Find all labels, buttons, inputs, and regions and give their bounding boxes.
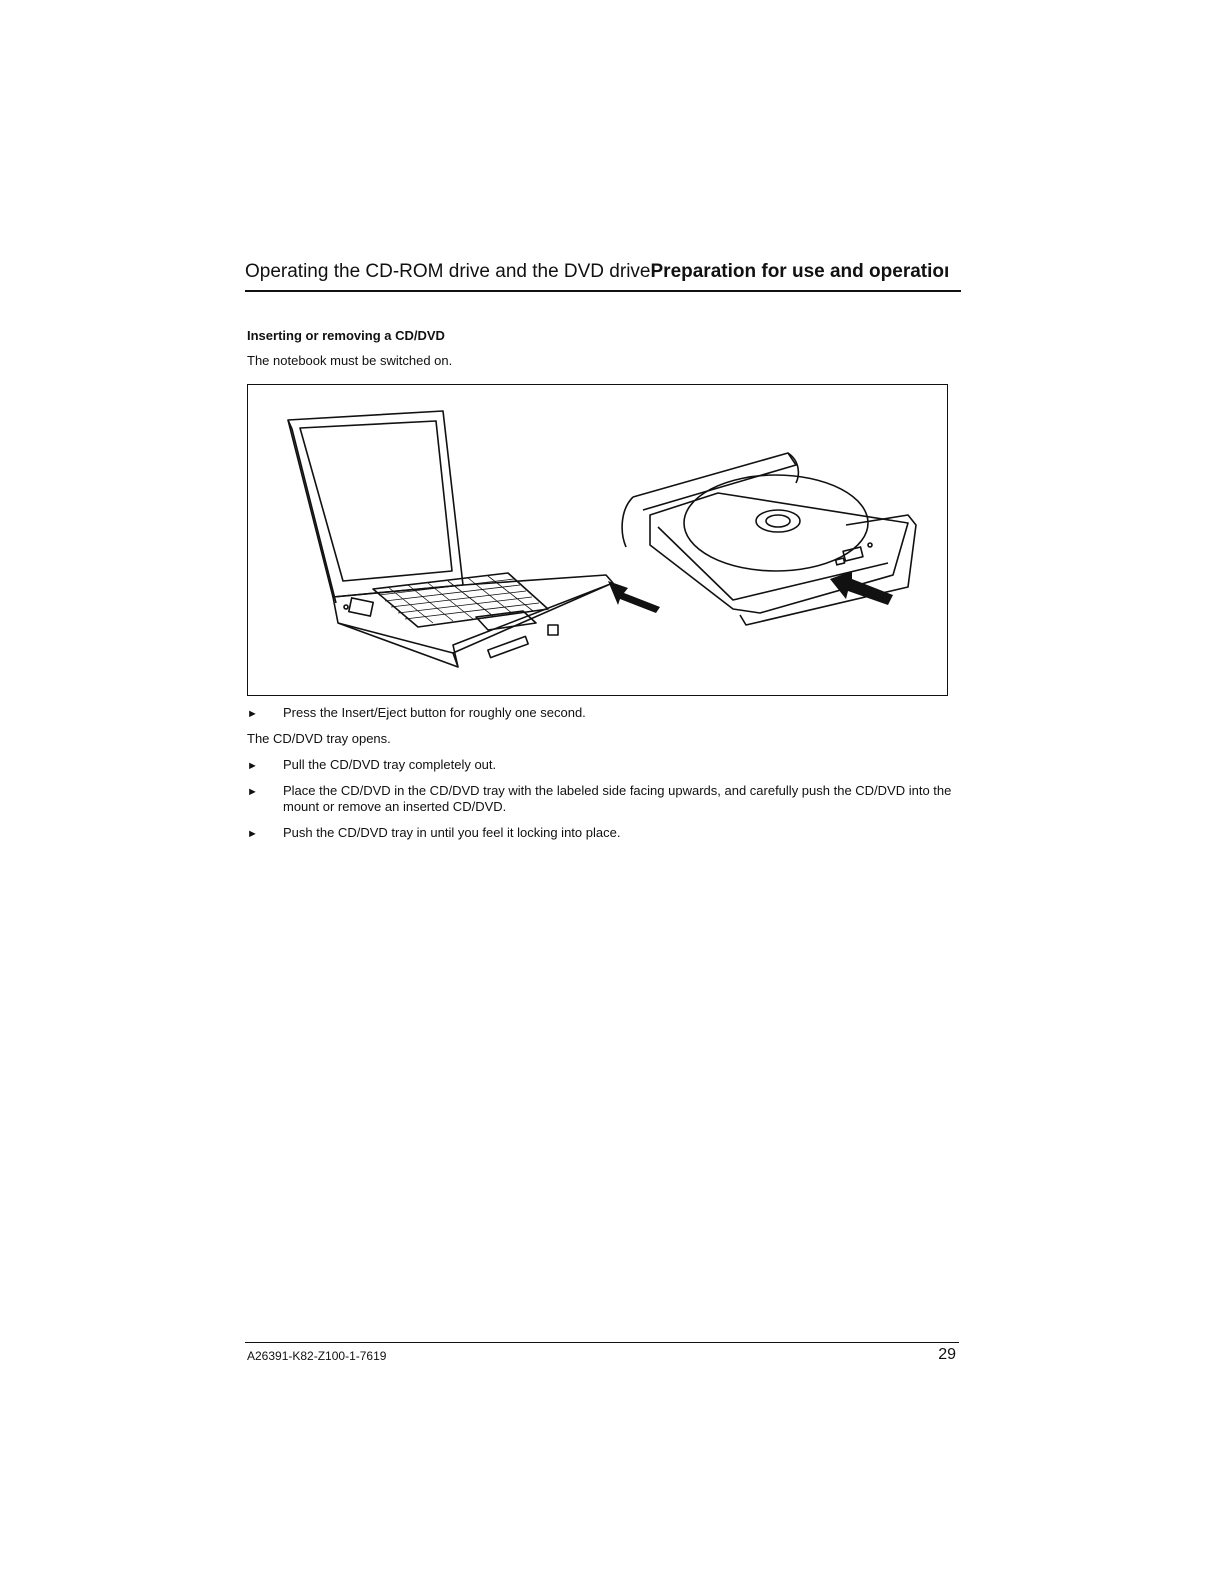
bullet-arrow-icon: ► — [247, 708, 258, 720]
list-item — [247, 705, 967, 721]
step-text: Place the CD/DVD in the CD/DVD tray with the labeled side facing upwards, and carefully push the CD/DVD into the mount or remove an inserted CD/DVD. — [283, 783, 952, 814]
arrow-icon — [608, 581, 660, 613]
bullet-arrow-icon: ► — [247, 786, 258, 798]
list-item — [247, 757, 967, 773]
step-text: Push the CD/DVD tray in until you feel it locking into place. — [283, 825, 621, 840]
notebook-icon — [288, 411, 613, 667]
running-header — [245, 258, 961, 286]
bullet-arrow-icon: ► — [247, 828, 258, 840]
instruction-steps — [247, 705, 967, 851]
page-number: 29 — [938, 1346, 956, 1363]
document-number: A26391-K82-Z100-1-7619 — [247, 1349, 387, 1363]
list-item — [247, 825, 967, 841]
chapter-title: Operating the CD-ROM drive and the DVD drive — [245, 261, 651, 282]
header-rule — [245, 290, 961, 292]
footer-rule — [245, 1342, 959, 1343]
list-item — [247, 783, 967, 815]
illustration-figure — [247, 384, 948, 696]
step-text: Press the Insert/Eject button for roughly one second. — [283, 705, 586, 720]
step-text: Pull the CD/DVD tray completely out. — [283, 757, 497, 772]
arrow-icon — [830, 571, 893, 605]
result-note: The CD/DVD tray opens. — [247, 731, 391, 746]
intro-text: The notebook must be switched on. — [247, 353, 453, 368]
notebook-drive-illustration — [248, 385, 948, 695]
section-heading: Inserting or removing a CD/DVD — [247, 328, 445, 343]
section-title-header: Preparation for use and operatioı — [650, 261, 950, 282]
bullet-arrow-icon: ► — [247, 760, 258, 772]
